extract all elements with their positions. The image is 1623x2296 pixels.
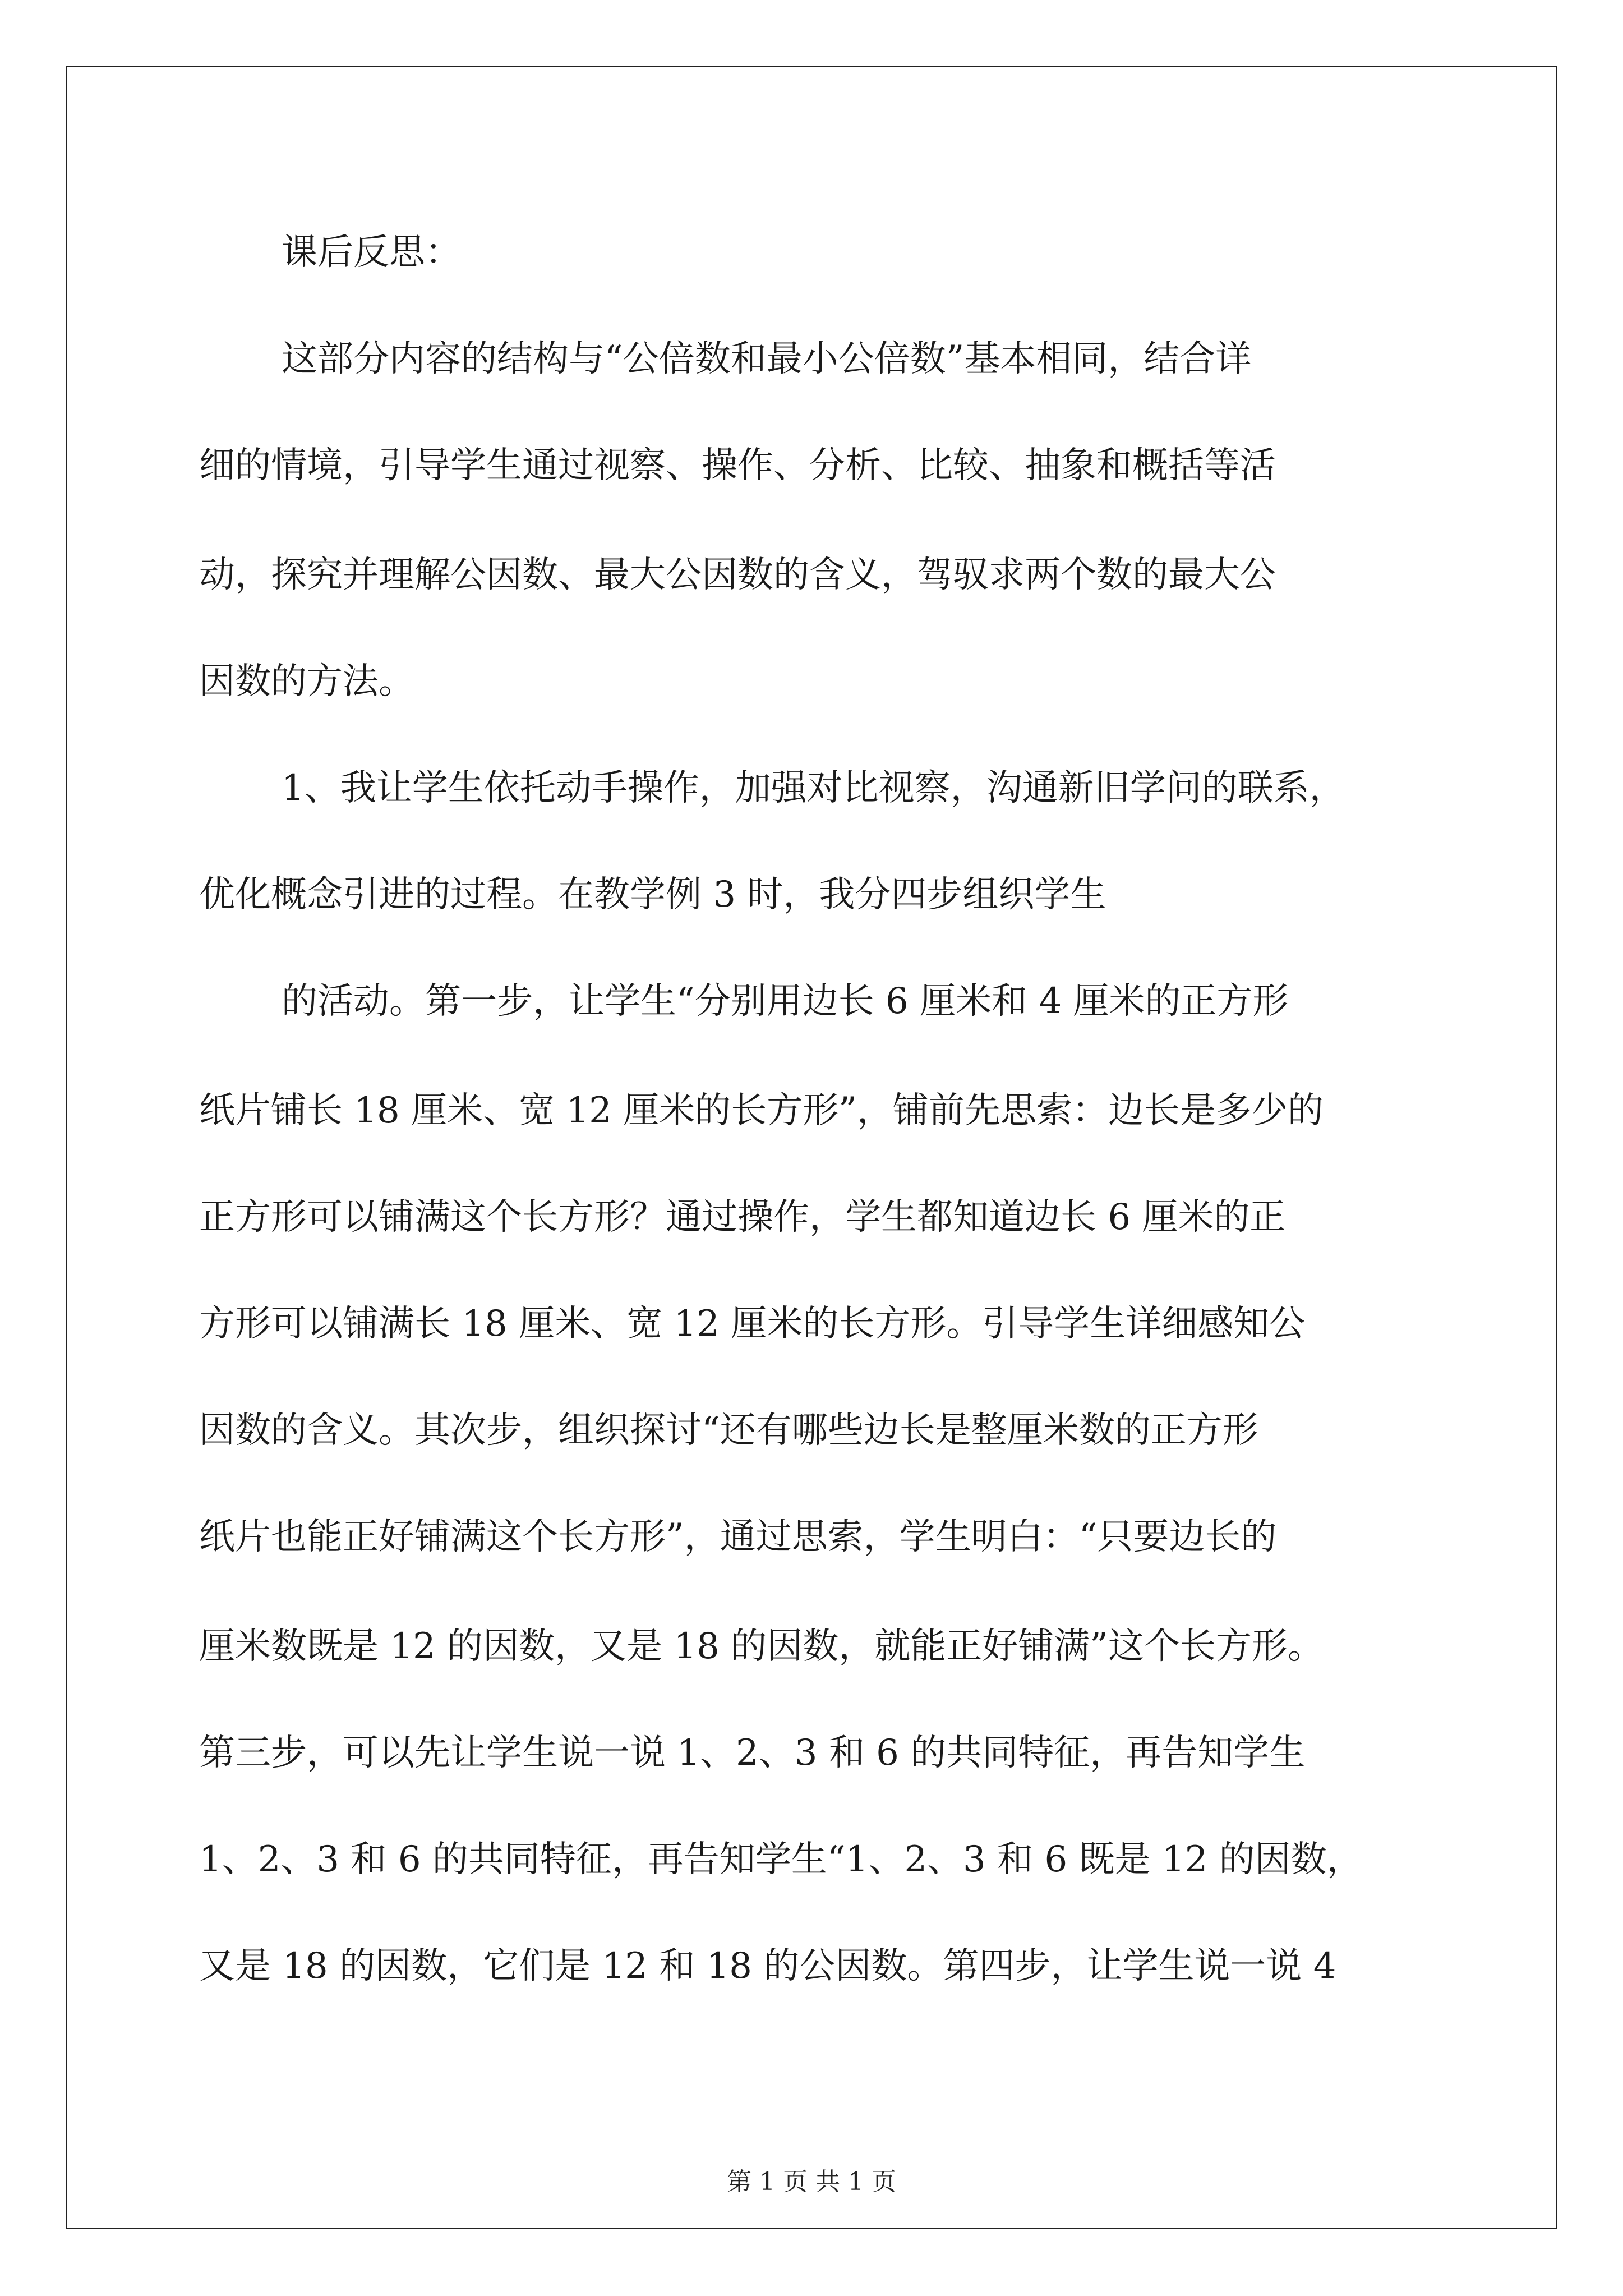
text-line: 第三步，可以先让学生说一说 1、2、3 和 6 的共同特征，再告知学生 xyxy=(199,1732,1306,1774)
text-line: 动，探究并理解公因数、最大公因数的含义，驾驭求两个数的最大公 xyxy=(199,554,1276,596)
text-line: 因数的方法。 xyxy=(199,661,414,702)
text-line: 1、2、3 和 6 的共同特征，再告知学生“1、2、3 和 6 既是 12 的因数， xyxy=(199,1839,1363,1880)
text-line: 方形可以铺满长 18 厘米、宽 12 厘米的长方形。引导学生详细感知公 xyxy=(199,1303,1306,1345)
page-frame xyxy=(66,66,1557,2229)
text-line: 因数的含义。其次步，组织探讨“还有哪些边长是整厘米数的正方形 xyxy=(199,1410,1258,1451)
text-line: 又是 18 的因数，它们是 12 和 18 的公因数。第四步，让学生说一说 4 xyxy=(199,1945,1336,1987)
text-line: 正方形可以铺满这个长方形？通过操作，学生都知道边长 6 厘米的正 xyxy=(199,1197,1286,1238)
text-line: 厘米数既是 12 的因数，又是 18 的因数，就能正好铺满”这个长方形。 xyxy=(199,1626,1324,1667)
text-line: 的活动。第一步，让学生“分别用边长 6 厘米和 4 厘米的正方形 xyxy=(282,981,1289,1022)
text-line: 细的情境，引导学生通过视察、操作、分析、比较、抽象和概括等活 xyxy=(199,445,1276,486)
text-line: 优化概念引进的过程。在教学例 3 时，我分四步组织学生 xyxy=(199,874,1106,915)
text-line: 这部分内容的结构与“公倍数和最小公倍数”基本相同，结合详 xyxy=(282,338,1252,380)
text-line: 纸片铺长 18 厘米、宽 12 厘米的长方形”，铺前先思索：边长是多少的 xyxy=(199,1090,1324,1131)
text-line: 纸片也能正好铺满这个长方形”，通过思索，学生明白：“只要边长的 xyxy=(199,1516,1277,1558)
text-line: 1、我让学生依托动手操作，加强对比视察，沟通新旧学问的联系， xyxy=(282,767,1345,809)
text-line: 课后反思： xyxy=(282,232,461,273)
page-number-footer: 第 1 页 共 1 页 xyxy=(727,2168,896,2196)
